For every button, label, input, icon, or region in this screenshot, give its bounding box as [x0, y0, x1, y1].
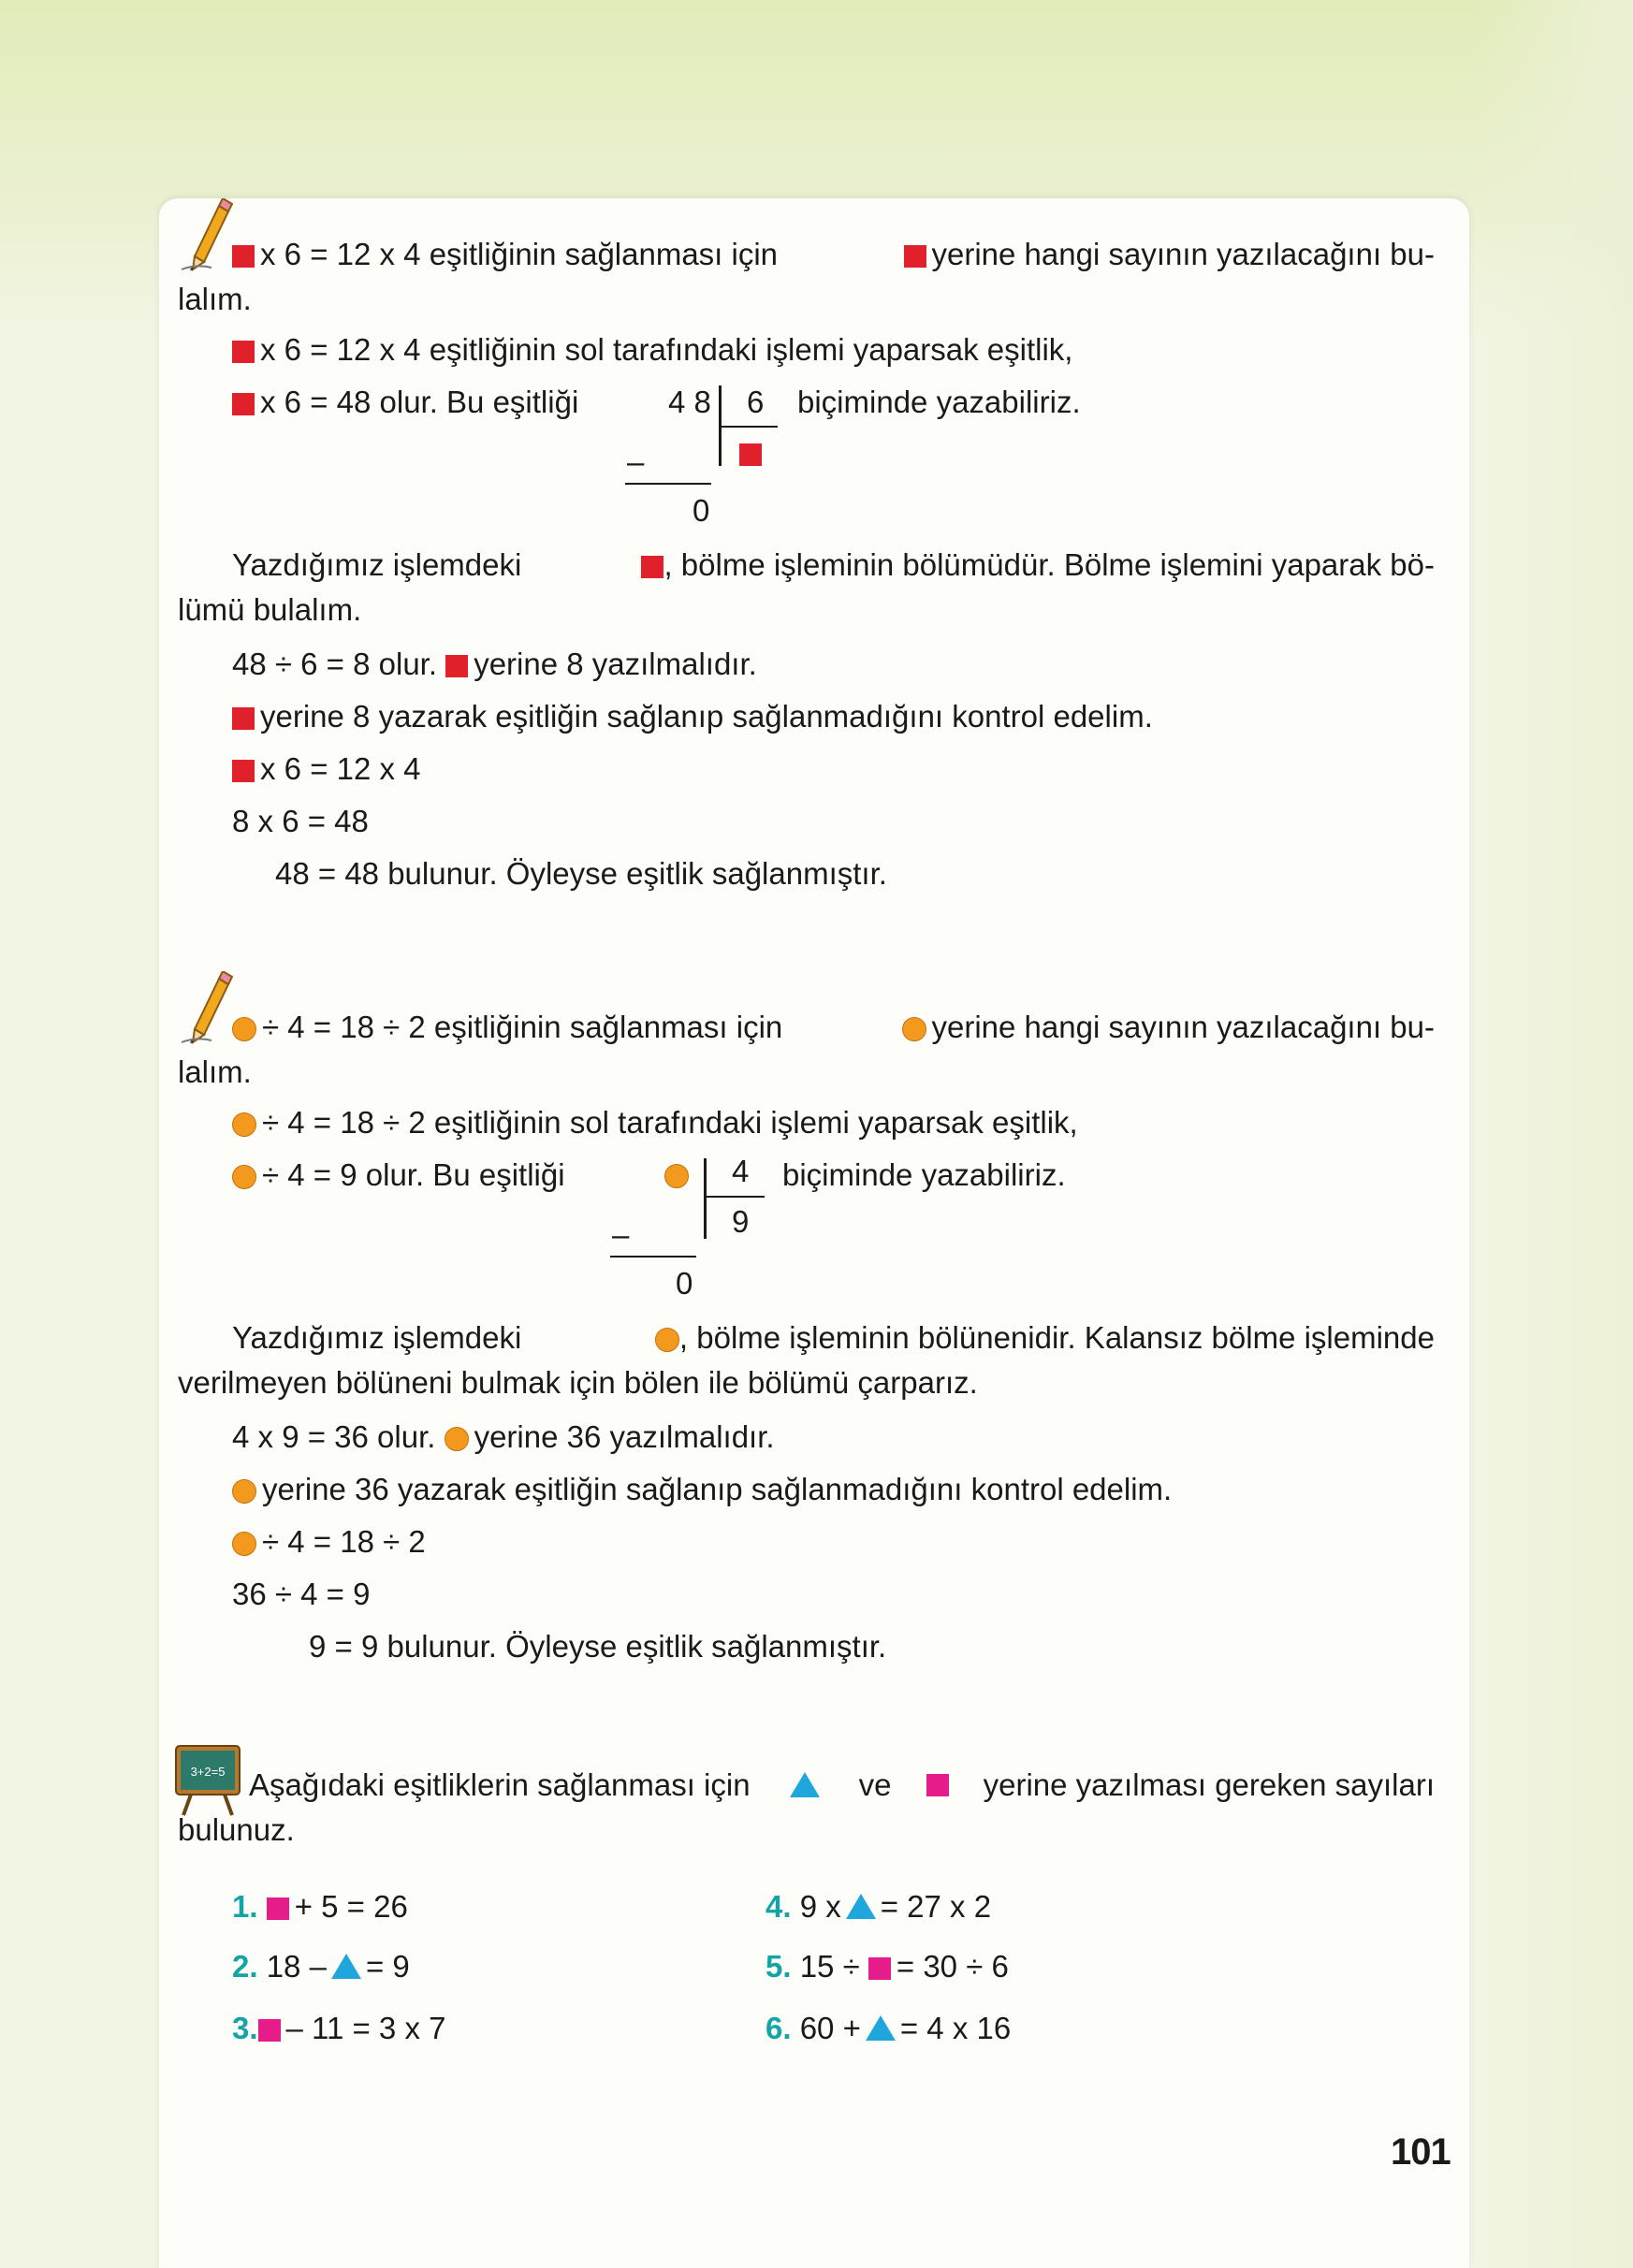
explain-prefix: Yazdığımız işlemdeki	[232, 547, 522, 582]
example2-explain-line2: verilmeyen bölüneni bulmak için bölen ile bölümü çarparız.	[178, 1365, 978, 1400]
magenta-square-icon	[267, 1897, 289, 1920]
red-square-icon	[445, 655, 468, 677]
example2-step1: ÷ 4 = 18 ÷ 2 eşitliğinin sol tarafındaki işlemi yaparsak eşitlik,	[232, 1104, 1078, 1141]
exercise-item-6: 6. 60 + = 4 x 16	[765, 2011, 1012, 2045]
example1-step2: x 6 = 48 olur. Bu eşitliği	[232, 384, 578, 421]
orange-circle-icon	[655, 1328, 679, 1352]
example2-explain	[232, 1319, 1435, 1357]
explain-prefix: Yazdığımız işlemdeki	[232, 1320, 522, 1355]
explain-rest: , bölme işleminin bölümüdür. Bölme işlemini yaparak bö-	[641, 546, 1435, 584]
division1-dividend: 4 8	[668, 385, 711, 419]
orange-circle-icon	[232, 1479, 256, 1504]
exercise-item-1: 1. + 5 = 26	[232, 1889, 408, 1924]
magenta-square-icon	[868, 1957, 891, 1980]
division2-divisor: 4	[732, 1154, 750, 1188]
example2-intro-line2: lalım.	[178, 1054, 252, 1089]
exercise-intro-c: yerine yazılması gereken sayıları	[983, 1767, 1435, 1802]
example1-step1: x 6 = 12 x 4 eşitliğinin sol tarafındaki işlemi yaparsak eşitlik,	[232, 331, 1072, 369]
exercise-item-3: 3. – 11 = 3 x 7	[232, 2011, 446, 2045]
example2-eq2: 36 ÷ 4 = 9	[232, 1577, 371, 1611]
red-square-icon	[232, 760, 255, 782]
exercise-item-5: 5. 15 ÷ = 30 ÷ 6	[765, 1949, 1009, 1984]
chalkboard-icon	[174, 1744, 241, 1817]
red-square-icon	[232, 393, 255, 415]
orange-circle-icon	[664, 1164, 689, 1188]
blue-triangle-icon	[866, 2015, 896, 2041]
example1-division-suffix: biçiminde yazabiliriz.	[797, 385, 1081, 419]
example2-intro-left: ÷ 4 = 18 ÷ 2 eşitliğinin sağlanması için	[232, 1009, 782, 1046]
red-square-icon	[232, 245, 255, 268]
red-square-icon	[739, 443, 762, 466]
example1-intro-left: x 6 = 12 x 4 eşitliğinin sağlanması için	[232, 236, 778, 273]
pencil-icon	[178, 198, 234, 271]
example2-step2: ÷ 4 = 9 olur. Bu eşitliği	[232, 1156, 565, 1194]
exercise-intro-a: Aşağıdaki eşitliklerin sağlanması için	[249, 1767, 751, 1802]
orange-circle-icon	[232, 1017, 256, 1041]
division2-minus: –	[612, 1217, 630, 1252]
example1-explain-line2: lümü bulalım.	[178, 592, 362, 627]
red-square-icon	[641, 556, 663, 578]
orange-circle-icon	[902, 1017, 926, 1041]
exercise-item-2: 2. 18 – = 9	[232, 1949, 410, 1984]
orange-circle-icon	[232, 1165, 256, 1189]
example1-eq3: 48 = 48 bulunur. Öyleyse eşitlik sağlanmıştır.	[275, 856, 887, 891]
exercise-intro	[249, 1766, 1435, 1804]
division1-minus: –	[627, 444, 645, 479]
division1-result-line	[625, 483, 711, 485]
example1-explain	[232, 546, 1435, 584]
orange-circle-icon	[232, 1112, 256, 1137]
division2-vertical-line	[704, 1158, 707, 1239]
red-square-icon	[232, 707, 255, 730]
blue-triangle-icon	[331, 1954, 361, 1979]
division2-quotient: 9	[732, 1204, 750, 1239]
example1-intro-line2: lalım.	[178, 282, 252, 316]
example2-check: yerine 36 yazarak eşitliğin sağlanıp sağlanmadığını kontrol edelim.	[232, 1471, 1172, 1508]
svg-text:3+2=5: 3+2=5	[190, 1765, 226, 1779]
example1-intro	[232, 236, 1435, 273]
example2-intro-right: yerine hangi sayının yazılacağını bu-	[902, 1009, 1436, 1046]
page-number: 101	[1391, 2131, 1451, 2173]
division1-remainder: 0	[693, 493, 710, 528]
explain-rest: , bölme işleminin bölünenidir. Kalansız bölme işleminde	[655, 1319, 1435, 1357]
exercise-intro-line2: bulunuz.	[178, 1812, 295, 1847]
magenta-square-icon	[926, 1774, 949, 1796]
blue-triangle-icon	[790, 1772, 820, 1797]
division2-divisor-line	[707, 1196, 765, 1198]
example1-calc: 48 ÷ 6 = 8 olur. yerine 8 yazılmalıdır.	[232, 647, 757, 681]
example2-division-suffix: biçiminde yazabiliriz.	[782, 1157, 1066, 1192]
example1-check: yerine 8 yazarak eşitliğin sağlanıp sağlanmadığını kontrol edelim.	[232, 698, 1153, 735]
content-card	[159, 198, 1469, 2268]
orange-circle-icon	[445, 1427, 469, 1451]
division2-remainder: 0	[676, 1266, 693, 1301]
division1-divisor: 6	[747, 385, 765, 419]
exercise-item-4: 4. 9 x = 27 x 2	[765, 1889, 992, 1924]
example2-eq1: ÷ 4 = 18 ÷ 2	[232, 1523, 426, 1561]
example2-calc: 4 x 9 = 36 olur. yerine 36 yazılmalıdır.	[232, 1419, 775, 1454]
magenta-square-icon	[258, 2019, 281, 2042]
example2-eq3: 9 = 9 bulunur. Öyleyse eşitlik sağlanmıştır.	[309, 1629, 887, 1664]
pencil-icon	[178, 971, 234, 1044]
example1-intro-right: yerine hangi sayının yazılacağını bu-	[904, 236, 1436, 273]
orange-circle-icon	[232, 1532, 256, 1556]
exercise-intro-b: ve	[858, 1767, 892, 1802]
red-square-icon	[232, 341, 255, 363]
blue-triangle-icon	[846, 1894, 876, 1919]
division1-divisor-line	[722, 426, 778, 428]
example1-eq1: x 6 = 12 x 4	[232, 750, 421, 788]
example2-intro	[232, 1009, 1435, 1046]
division2-result-line	[610, 1256, 696, 1258]
example1-eq2: 8 x 6 = 48	[232, 804, 369, 838]
red-square-icon	[904, 245, 926, 268]
background-edge	[1474, 0, 1633, 2268]
